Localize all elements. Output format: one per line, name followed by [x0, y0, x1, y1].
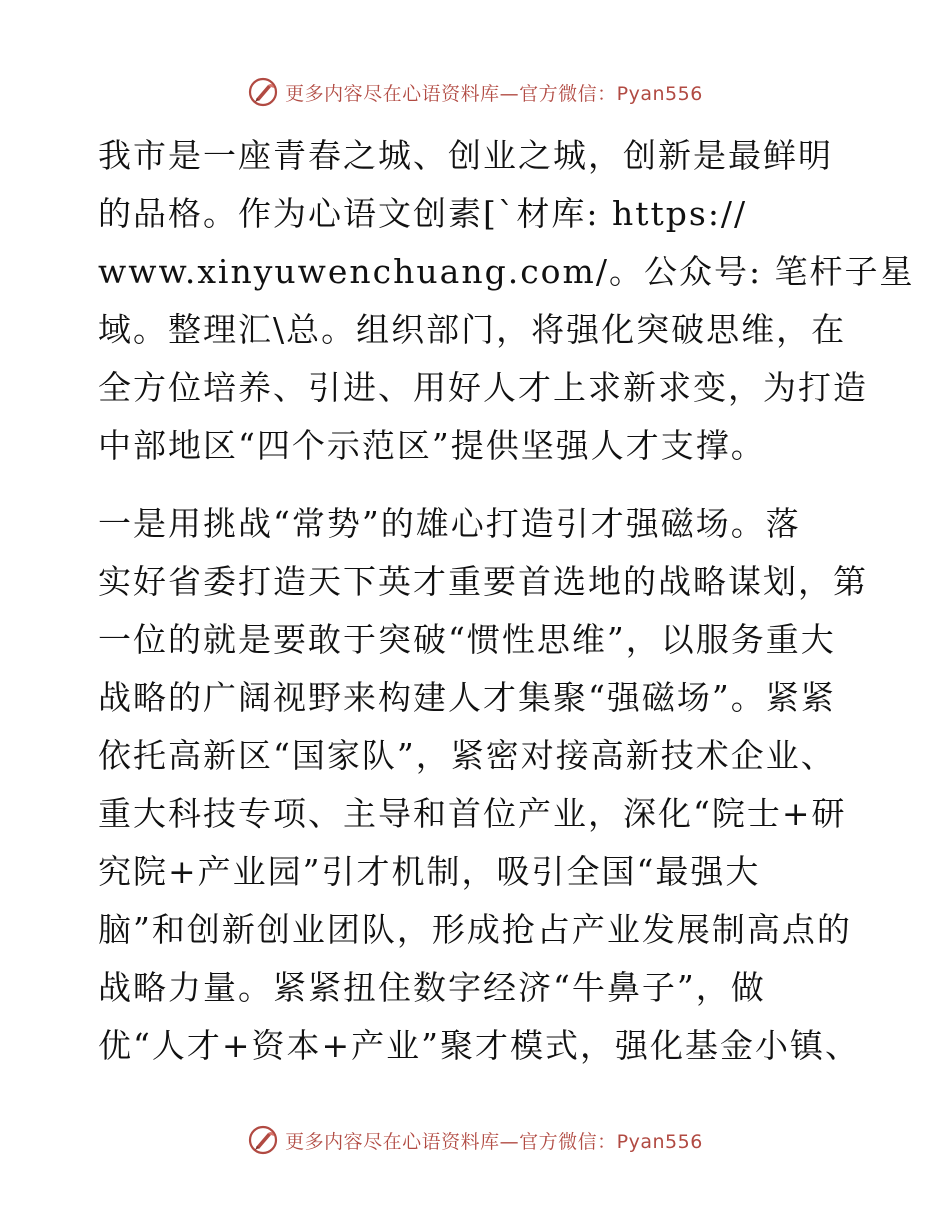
text-line: 战略的广阔视野来构建人才集聚“强磁场”。紧紧	[98, 678, 836, 717]
footer-banner	[0, 1120, 950, 1160]
text-line: 一位的就是要敢于突破“惯性思维”，以服务重大	[98, 620, 836, 659]
text-line: 一是用挑战“常势”的雄心打造引才强磁场。落	[98, 504, 801, 543]
text-line: 重大科技专项、主导和首位产业，深化“院士+研	[98, 794, 847, 833]
quill-pen-circle-icon	[247, 76, 279, 108]
text-line: www.xinyuwenchuang.com/。公众号: 笔杆子星	[98, 252, 915, 291]
text-line: 全方位培养、引进、用好人才上求新求变，为打造	[98, 368, 868, 407]
text-line: 的品格。作为心语文创素[`材库: https://	[98, 194, 748, 233]
text-line: 优“人才+资本+产业”聚才模式，强化基金小镇、	[98, 1026, 861, 1065]
text-line: 战略力量。紧紧扭住数字经济“牛鼻子”，做	[98, 968, 766, 1007]
text-line: 脑”和创新创业团队，形成抢占产业发展制高点的	[98, 910, 852, 949]
body-paragraph-2	[98, 495, 868, 1075]
text-line: 依托高新区“国家队”，紧密对接高新技术企业、	[98, 736, 836, 775]
header-banner	[0, 72, 950, 112]
footer-banner-text: 更多内容尽在心语资料库—官方微信：Pyan556	[285, 1130, 703, 1153]
text-line: 实好省委打造天下英才重要首选地的战略谋划，第	[98, 562, 868, 601]
text-line: 我市是一座青春之城、创业之城，创新是最鲜明	[98, 136, 833, 175]
document-body	[98, 127, 915, 1075]
text-line: 究院+产业园”引才机制，吸引全国“最强大	[98, 852, 761, 891]
header-banner-text: 更多内容尽在心语资料库—官方微信：Pyan556	[285, 82, 703, 105]
body-paragraph-1	[98, 127, 915, 475]
quill-pen-circle-icon	[247, 1124, 279, 1156]
text-line: 中部地区“四个示范区”提供坚强人才支撑。	[98, 426, 766, 465]
text-line: 域。整理汇\总。组织部门，将强化突破思维，在	[98, 310, 847, 349]
